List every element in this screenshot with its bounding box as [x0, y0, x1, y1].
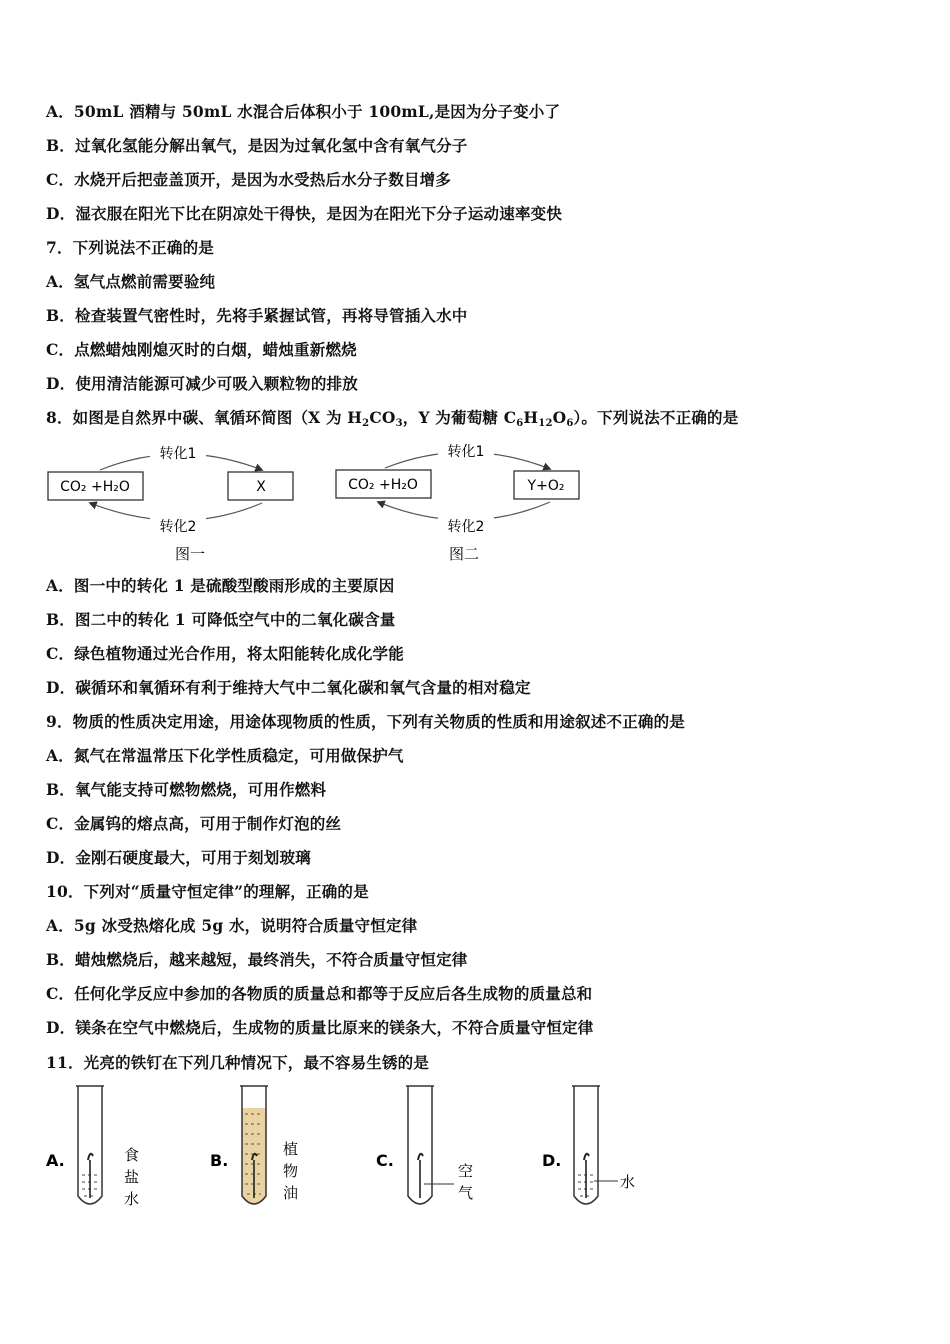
- tube-option-a: [46, 1086, 139, 1208]
- q7-option-c: C．点燃蜡烛刚熄灭时的白烟，蜡烛重新燃烧: [46, 340, 357, 359]
- fig1-bottom-label: 转化2: [159, 519, 197, 535]
- tube-option-c: [376, 1086, 473, 1204]
- fig1-top-label: 转化1: [159, 446, 197, 462]
- q11-stem: 11．光亮的铁钉在下列几种情况下，最不容易生锈的是: [46, 1053, 430, 1072]
- tube-c-nail-head: [418, 1154, 423, 1160]
- q9-option-a: A．氮气在常温常压下化学性质稳定，可用做保护气: [46, 746, 404, 765]
- tube-c-letter: C.: [376, 1151, 394, 1170]
- q9-option-c: C．金属钨的熔点高，可用于制作灯泡的丝: [46, 814, 342, 833]
- fig2-caption: 图二: [448, 545, 480, 563]
- q10-option-d: D．镁条在空气中燃烧后，生成物的质量比原来的镁条大，不符合质量守恒定律: [46, 1018, 594, 1037]
- q8-sub: 6: [516, 418, 524, 429]
- q8-stem-post: ）。下列说法不正确的是: [573, 408, 739, 427]
- q7-option-a: A．氢气点燃前需要验纯: [46, 272, 216, 291]
- fig1-right-label: X: [256, 479, 266, 495]
- figure-one: [48, 444, 293, 563]
- tube-c-label-2: 气: [458, 1184, 474, 1202]
- q7-stem: 7．下列说法不正确的是: [46, 238, 214, 257]
- tube-b-label-2: 物: [283, 1162, 299, 1180]
- tube-b-label-3: 油: [283, 1184, 299, 1202]
- tube-d-label-1: 水: [620, 1173, 636, 1191]
- q8-option-b: B．图二中的转化 1 可降低空气中的二氧化碳含量: [46, 610, 396, 629]
- fig1-left-label: CO₂ +H₂O: [60, 479, 130, 495]
- q8-option-a: A．图一中的转化 1 是硫酸型酸雨形成的主要原因: [46, 576, 395, 595]
- tube-option-b: [210, 1086, 298, 1204]
- q8-stem-pre: 8．如图是自然界中碳、氧循环简图（X 为 H: [46, 408, 363, 427]
- q6-option-c: C．水烧开后把壶盖顶开，是因为水受热后水分子数目增多: [46, 170, 452, 189]
- q6-option-d: D．湿衣服在阳光下比在阴凉处干得快，是因为在阳光下分子运动速率变快: [46, 204, 563, 223]
- fig1-caption: 图一: [174, 545, 206, 563]
- q8-stem-o: O: [552, 408, 567, 427]
- tube-a-label-2: 盐: [124, 1168, 140, 1186]
- q9-stem: 9．物质的性质决定用途，用途体现物质的性质，下列有关物质的性质和用途叙述不正确的是: [46, 712, 685, 731]
- q9-option-b: B．氧气能支持可燃物燃烧，可用作燃料: [46, 780, 327, 799]
- q7-option-b: B．检查装置气密性时，先将手紧握试管，再将导管插入水中: [46, 306, 468, 325]
- q9-option-d: D．金刚石硬度最大，可用于刻划玻璃: [46, 848, 311, 867]
- carbon-oxygen-cycle-diagram: [0, 430, 950, 570]
- q10-option-b: B．蜡烛燃烧后，越来越短，最终消失，不符合质量守恒定律: [46, 950, 468, 969]
- tube-a-label-1: 食: [124, 1146, 140, 1164]
- tube-b-label-1: 植: [283, 1140, 299, 1158]
- tube-a-nail-head: [88, 1154, 93, 1160]
- q8-option-c: C．绿色植物通过光合作用，将太阳能转化成化学能: [46, 644, 404, 663]
- tube-b-letter: B.: [210, 1151, 229, 1170]
- tube-a-label-3: 水: [124, 1190, 140, 1208]
- q7-option-d: D．使用清洁能源可减少可吸入颗粒物的排放: [46, 374, 358, 393]
- q6-option-b: B．过氧化氢能分解出氧气，是因为过氧化氢中含有氧气分子: [46, 136, 468, 155]
- q10-option-a: A．5g 冰受热熔化成 5g 水，说明符合质量守恒定律: [46, 916, 418, 935]
- tube-d-letter: D.: [542, 1151, 562, 1170]
- q8-sub: 6: [566, 418, 574, 429]
- tube-c-label-1: 空: [458, 1162, 474, 1180]
- q6-option-a: A．50mL 酒精与 50mL 水混合后体积小于 100mL,是因为分子变小了: [46, 102, 561, 121]
- fig2-bottom-label: 转化2: [447, 519, 485, 535]
- fig2-right-label: Y+O₂: [527, 478, 565, 494]
- tube-d-nail-head: [584, 1154, 589, 1160]
- tube-option-d: [542, 1086, 635, 1204]
- q8-sub: 12: [538, 418, 553, 429]
- q8-stem-h: H: [523, 408, 539, 427]
- q8-sub: 2: [362, 418, 370, 429]
- q8-option-d: D．碳循环和氧循环有利于维持大气中二氧化碳和氧气含量的相对稳定: [46, 678, 531, 697]
- q8-sub: 3: [395, 418, 403, 429]
- q10-stem: 10．下列对“质量守恒定律”的理解，正确的是: [46, 882, 369, 901]
- test-tubes-figure: [0, 1080, 950, 1220]
- fig2-top-label: 转化1: [447, 444, 485, 460]
- fig2-left-label: CO₂ +H₂O: [348, 477, 418, 493]
- q8-stem-co: CO: [369, 408, 396, 427]
- q10-option-c: C．任何化学反应中参加的各物质的质量总和都等于反应后各生成物的质量总和: [46, 984, 593, 1003]
- figure-two: [336, 442, 579, 563]
- tube-a-letter: A.: [46, 1151, 65, 1170]
- q8-stem-glucose: ，Y 为葡萄糖 C: [402, 408, 517, 427]
